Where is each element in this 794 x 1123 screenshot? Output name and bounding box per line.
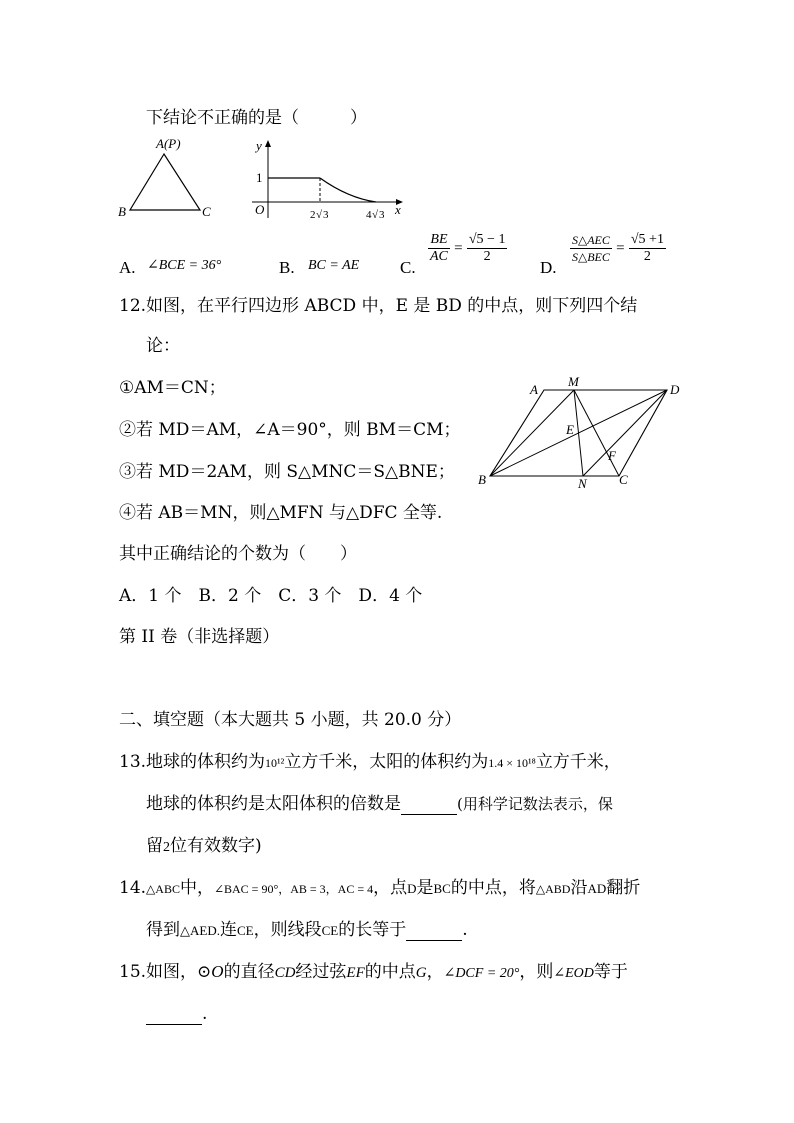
svg-text:√: √ (372, 209, 379, 221)
fig12-label-a: A (530, 382, 538, 397)
q11-stem-tail: 下结论不正确的是（ ） (146, 108, 367, 128)
q11-option-d-letter: D. (540, 258, 557, 277)
q12-item-2: ②若 MD＝AM，∠A＝90°，则 BM＝CM； (119, 420, 461, 440)
fig12-label-d: D (670, 382, 680, 397)
q12-stem-line2: 论： (146, 336, 180, 356)
graph-tick-4-root: 3 (379, 209, 385, 221)
fig12-label-n: N (578, 476, 587, 490)
q11-option-c-letter: C. (400, 258, 416, 277)
fig12-label-e: E (566, 422, 574, 437)
graph-label-one: 1 (256, 170, 263, 185)
graph-tick-2: 2 (310, 209, 316, 221)
q12-item-4: ④若 AB＝MN，则△MFN 与△DFC 全等. (119, 503, 443, 523)
q12-item-3: ③若 MD＝2AM，则 S△MNC＝S△BNE； (119, 462, 455, 482)
q14-line1: 14.△ABC中，∠BAC = 90°，AB = 3，AC = 4，点D是BC的中点，将△ABD沿AD翻折 (119, 878, 641, 898)
q12-options: A．1 个 B．2 个 C．3 个 D．4 个 (119, 586, 423, 606)
q11-option-a-text: ∠BCE = 36° (147, 258, 222, 273)
graph-label-x: x (395, 202, 401, 217)
q11-triangle-figure (112, 134, 222, 224)
graph-label-y: y (256, 138, 262, 153)
svg-text:√: √ (316, 209, 323, 221)
q12-item-1: ①AM＝CN； (119, 378, 226, 398)
q15-line1: 15.如图，⊙O的直径CD经过弦EF的中点G，∠DCF = 20°，则∠EOD等于 (119, 962, 628, 982)
fig12-label-c: C (619, 472, 628, 487)
triangle-label-a: A(P) (156, 136, 181, 151)
q12-question: 其中正确结论的个数为（ ） (119, 544, 357, 564)
graph-tick-4: 4 (366, 209, 372, 221)
fig12-label-b: B (478, 472, 486, 487)
q15-line2: . (146, 1004, 207, 1025)
graph-tick-2-root: 3 (323, 209, 329, 221)
q11-option-a-letter: A. (119, 258, 136, 277)
fig12-label-f: F (608, 448, 616, 463)
fig12-label-m: M (568, 374, 579, 389)
q11-option-b-letter: B. (279, 258, 295, 277)
q11-option-b-text: BC = AE (308, 258, 360, 273)
q13-line2: 地球的体积约是太阳体积的倍数是 (用科学记数法表示，保 (146, 794, 613, 814)
q11-function-graph (248, 136, 408, 226)
q13-line1: 13.地球的体积约为10¹²立方千米，太阳的体积约为1.4 × 10¹⁸立方千米， (119, 752, 621, 772)
part-2-heading: 二、填空题（本大题共 5 小题，共 20.0 分） (119, 710, 462, 730)
q12-parallelogram-figure (474, 372, 684, 490)
triangle-label-c: C (202, 204, 211, 219)
q12-stem-line1: 12.如图，在平行四边形 ABCD 中，E 是 BD 的中点，则下列四个结 (119, 296, 638, 316)
q13-line3: 留2位有效数字) (146, 836, 262, 856)
section-2-heading: 第 II 卷（非选择题） (119, 627, 280, 647)
graph-label-origin: O (255, 202, 265, 217)
q14-line2: 得到△AED.连CE，则线段CE的长等于 . (146, 920, 468, 940)
triangle-label-b: B (118, 204, 126, 219)
q11-option-d-formula: $\frac{\text{S△AEC}}{\text{S△BEC}}$ = $\frac{√5 +1}{2}$ (572, 232, 664, 264)
q11-option-c-formula: $\frac{BE}{AC}$ = $\frac{√5 - 1}{2}$ (430, 232, 506, 264)
